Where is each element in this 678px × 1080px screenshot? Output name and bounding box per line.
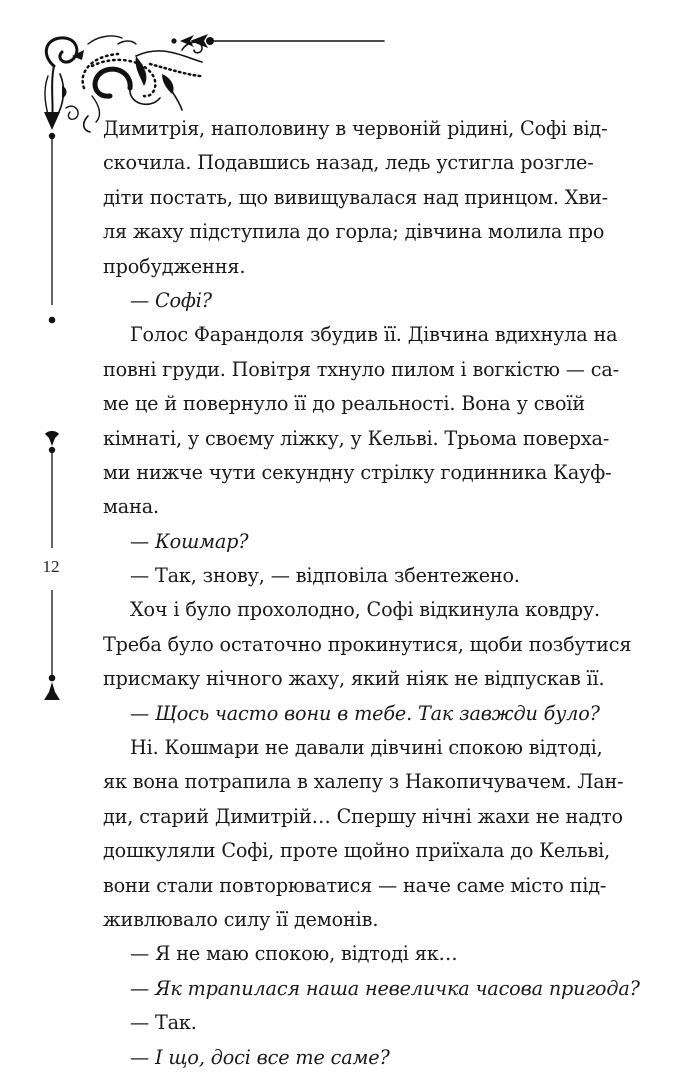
text-line: Ні. Кошмари не давали дівчині спокою відтоді, — [130, 736, 603, 760]
margin-rule-ornament — [40, 100, 64, 720]
dialogue-line: — Софі? — [130, 288, 212, 312]
text-line: присмаку нічного жаху, який ніяк не відпускав її. — [103, 667, 605, 691]
body-text — [103, 112, 640, 1075]
dialogue-line: — Я не маю спокою, відтоді як… — [130, 942, 458, 966]
text-line: як вона потрапила в халепу з Накопичувачем. Лан- — [103, 770, 624, 794]
text-line: кімнаті, у своєму ліжку, у Кельві. Трьома поверха- — [103, 426, 610, 450]
dialogue-line: — Так, знову, — відповіла збентежено. — [130, 564, 520, 588]
dialogue-line: — Кошмар? — [130, 529, 249, 553]
text-line: ля жаху підступила до горла; дівчина молила про — [103, 220, 605, 244]
text-line: дошкуляли Софі, проте щойно приїхала до Кельві, — [103, 839, 611, 863]
dialogue-line: — І що, досі все те саме? — [130, 1045, 390, 1069]
text-line: Хоч і було прохолодно, Софі відкинула ковдру. — [130, 598, 600, 622]
text-line: Голос Фарандоля збудив її. Дівчина вдихнула на — [130, 323, 618, 347]
text-line: повні груди. Повітря тхнуло пилом і вогкістю — са- — [103, 357, 620, 381]
text-line: вони стали повторюватися — наче саме місто під- — [103, 873, 607, 897]
dialogue-line: — Так. — [130, 1011, 197, 1035]
text-line: Димитрія, наполовину в червоній рідині, Софі від- — [103, 117, 608, 140]
text-line: пробудження. — [103, 254, 246, 278]
text-line: діти постать, що вивищувалася над принцом. Хви- — [103, 185, 608, 209]
text-line: ме це й повернуло її до реальності. Вона у своїй — [103, 392, 585, 416]
text-line: скочила. Подавшись назад, ледь устигла розгле- — [103, 151, 594, 175]
page-number: 12 — [38, 557, 64, 577]
text-line: мана. — [103, 495, 159, 519]
text-line: ди, старий Димитрій… Спершу нічні жахи не надто — [103, 804, 623, 828]
text-line: Треба було остаточно прокинутися, щоби позбутися — [103, 632, 632, 656]
text-line: живлювало силу її демонів. — [103, 907, 379, 931]
dialogue-line: — Щось часто вони в тебе. Так завжди було? — [130, 701, 600, 725]
dialogue-line: — Як трапилася наша невеличка часова пригода? — [130, 976, 640, 1000]
text-line: ми нижче чути секундну стрілку годинника Кауф- — [103, 460, 612, 484]
